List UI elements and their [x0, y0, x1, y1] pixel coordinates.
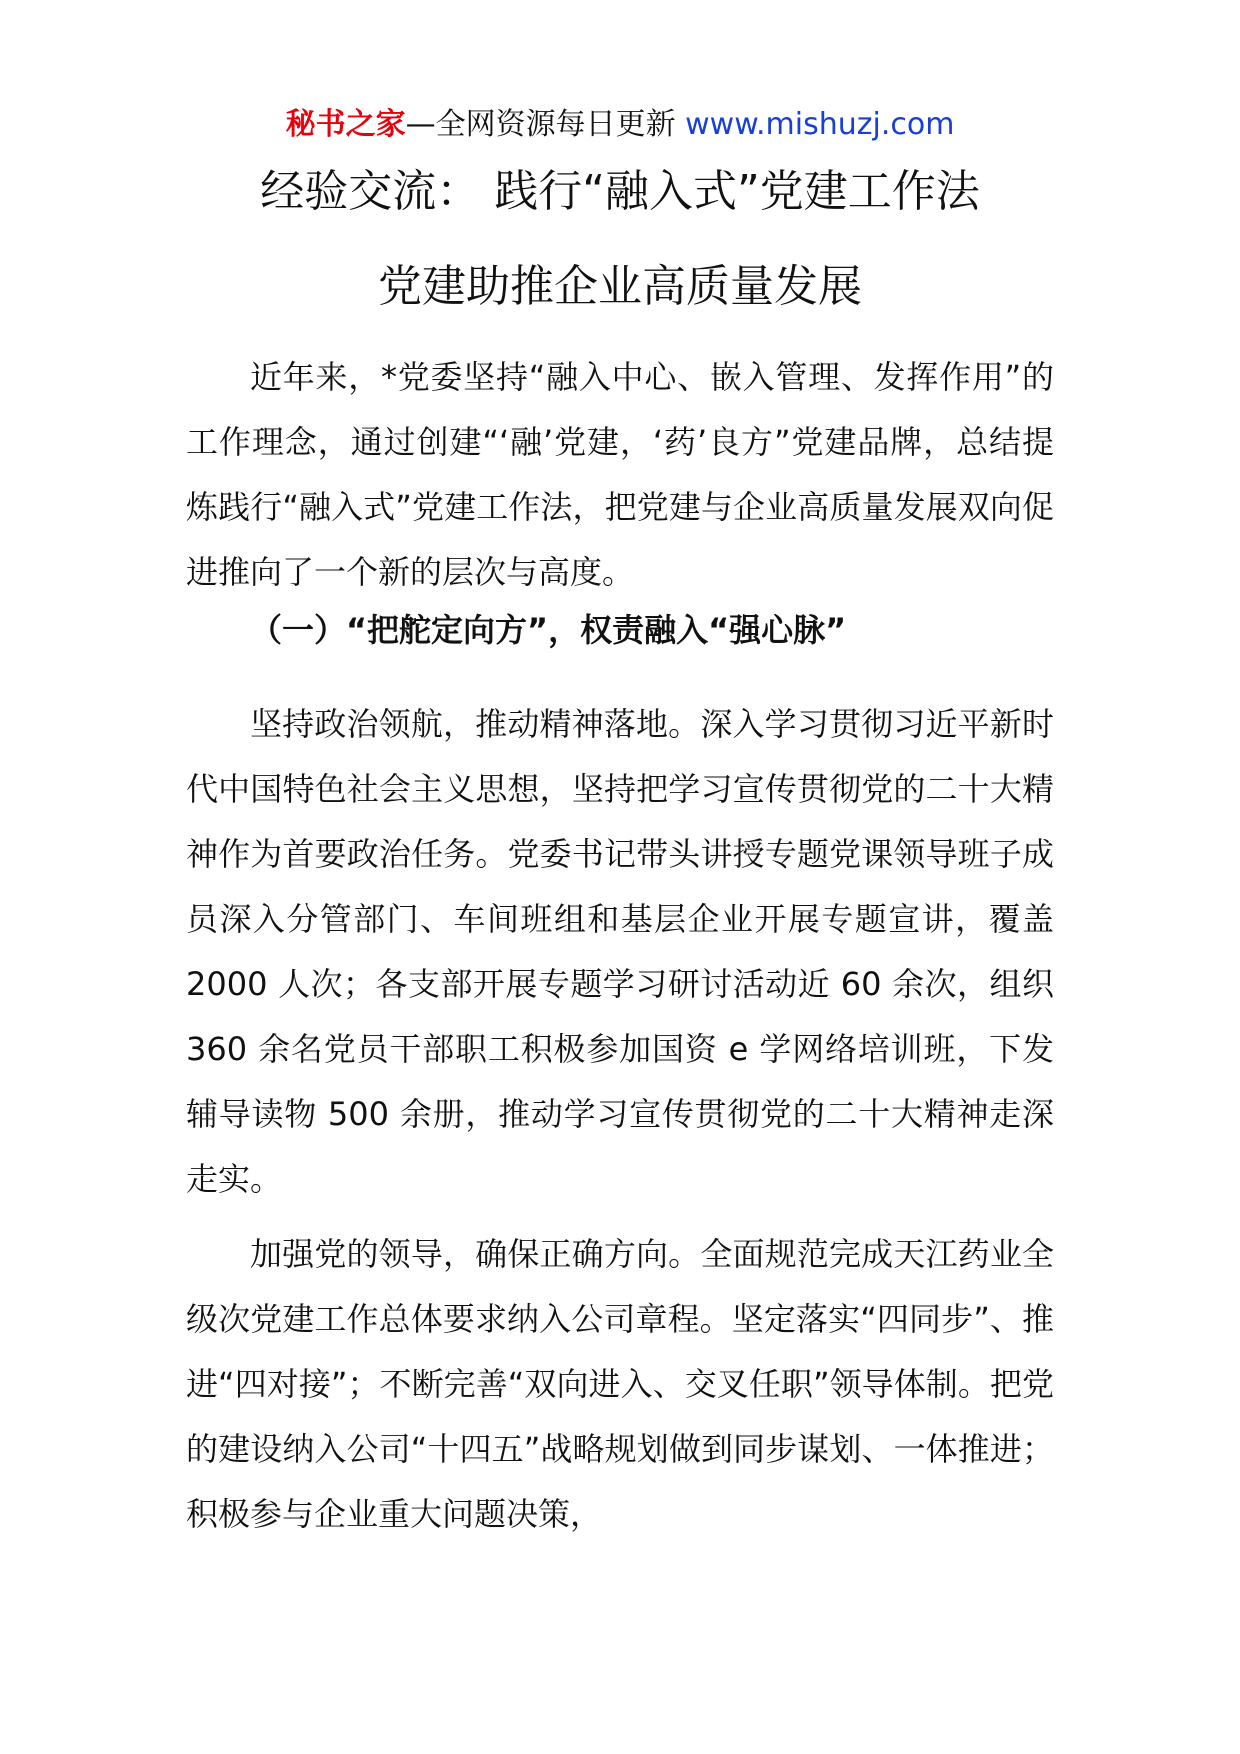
section-heading: （一）“把舵定向方”，权责融入“强心脉”	[250, 611, 847, 649]
document-title-line-2: 党建助推企业高质量发展	[378, 261, 862, 312]
header-slogan: —全网资源每日更新	[405, 107, 676, 142]
document-title-line-1: 经验交流： 践行“融入式”党建工作法	[260, 166, 980, 217]
body-paragraph: 加强党的领导，确保正确方向。全面规范完成天江药业全级次党建工作总体要求纳入公司章程。坚定落实“四同步”、推进“四对接”；不断完善“双向进入、交叉任职”领导体制。把党的建设纳入公司“十四五”战略规划做到同步谋划、一体推进；积极参与企业重大问题决策，	[186, 1235, 1054, 1533]
site-header	[0, 100, 1240, 150]
brand-name: 秘书之家	[285, 107, 406, 142]
site-url-link[interactable]: www.mishuzj.com	[685, 107, 955, 142]
body-paragraph: 坚持政治领航，推动精神落地。深入学习贯彻习近平新时代中国特色社会主义思想，坚持把学习宣传贯彻党的二十大精神作为首要政治任务。党委书记带头讲授专题党课领导班子成员深入分管部门、车间班组和基层企业开展专题宣讲，覆盖 2000 人次；各支部开展专题学习研讨活动近 60 余次，组织 360 余名党员干部职工积极参加国资 e 学网络培训班，下发辅导读物 500 余册，推动学习宣传贯彻党的二十大精神走深走实。	[186, 705, 1054, 1198]
intro-paragraph: 近年来，*党委坚持“融入中心、嵌入管理、发挥作用”的工作理念，通过创建“‘融’党建，‘药’良方”党建品牌，总结提炼践行“融入式”党建工作法，把党建与企业高质量发展双向促进推向了一个新的层次与高度。	[186, 358, 1054, 591]
